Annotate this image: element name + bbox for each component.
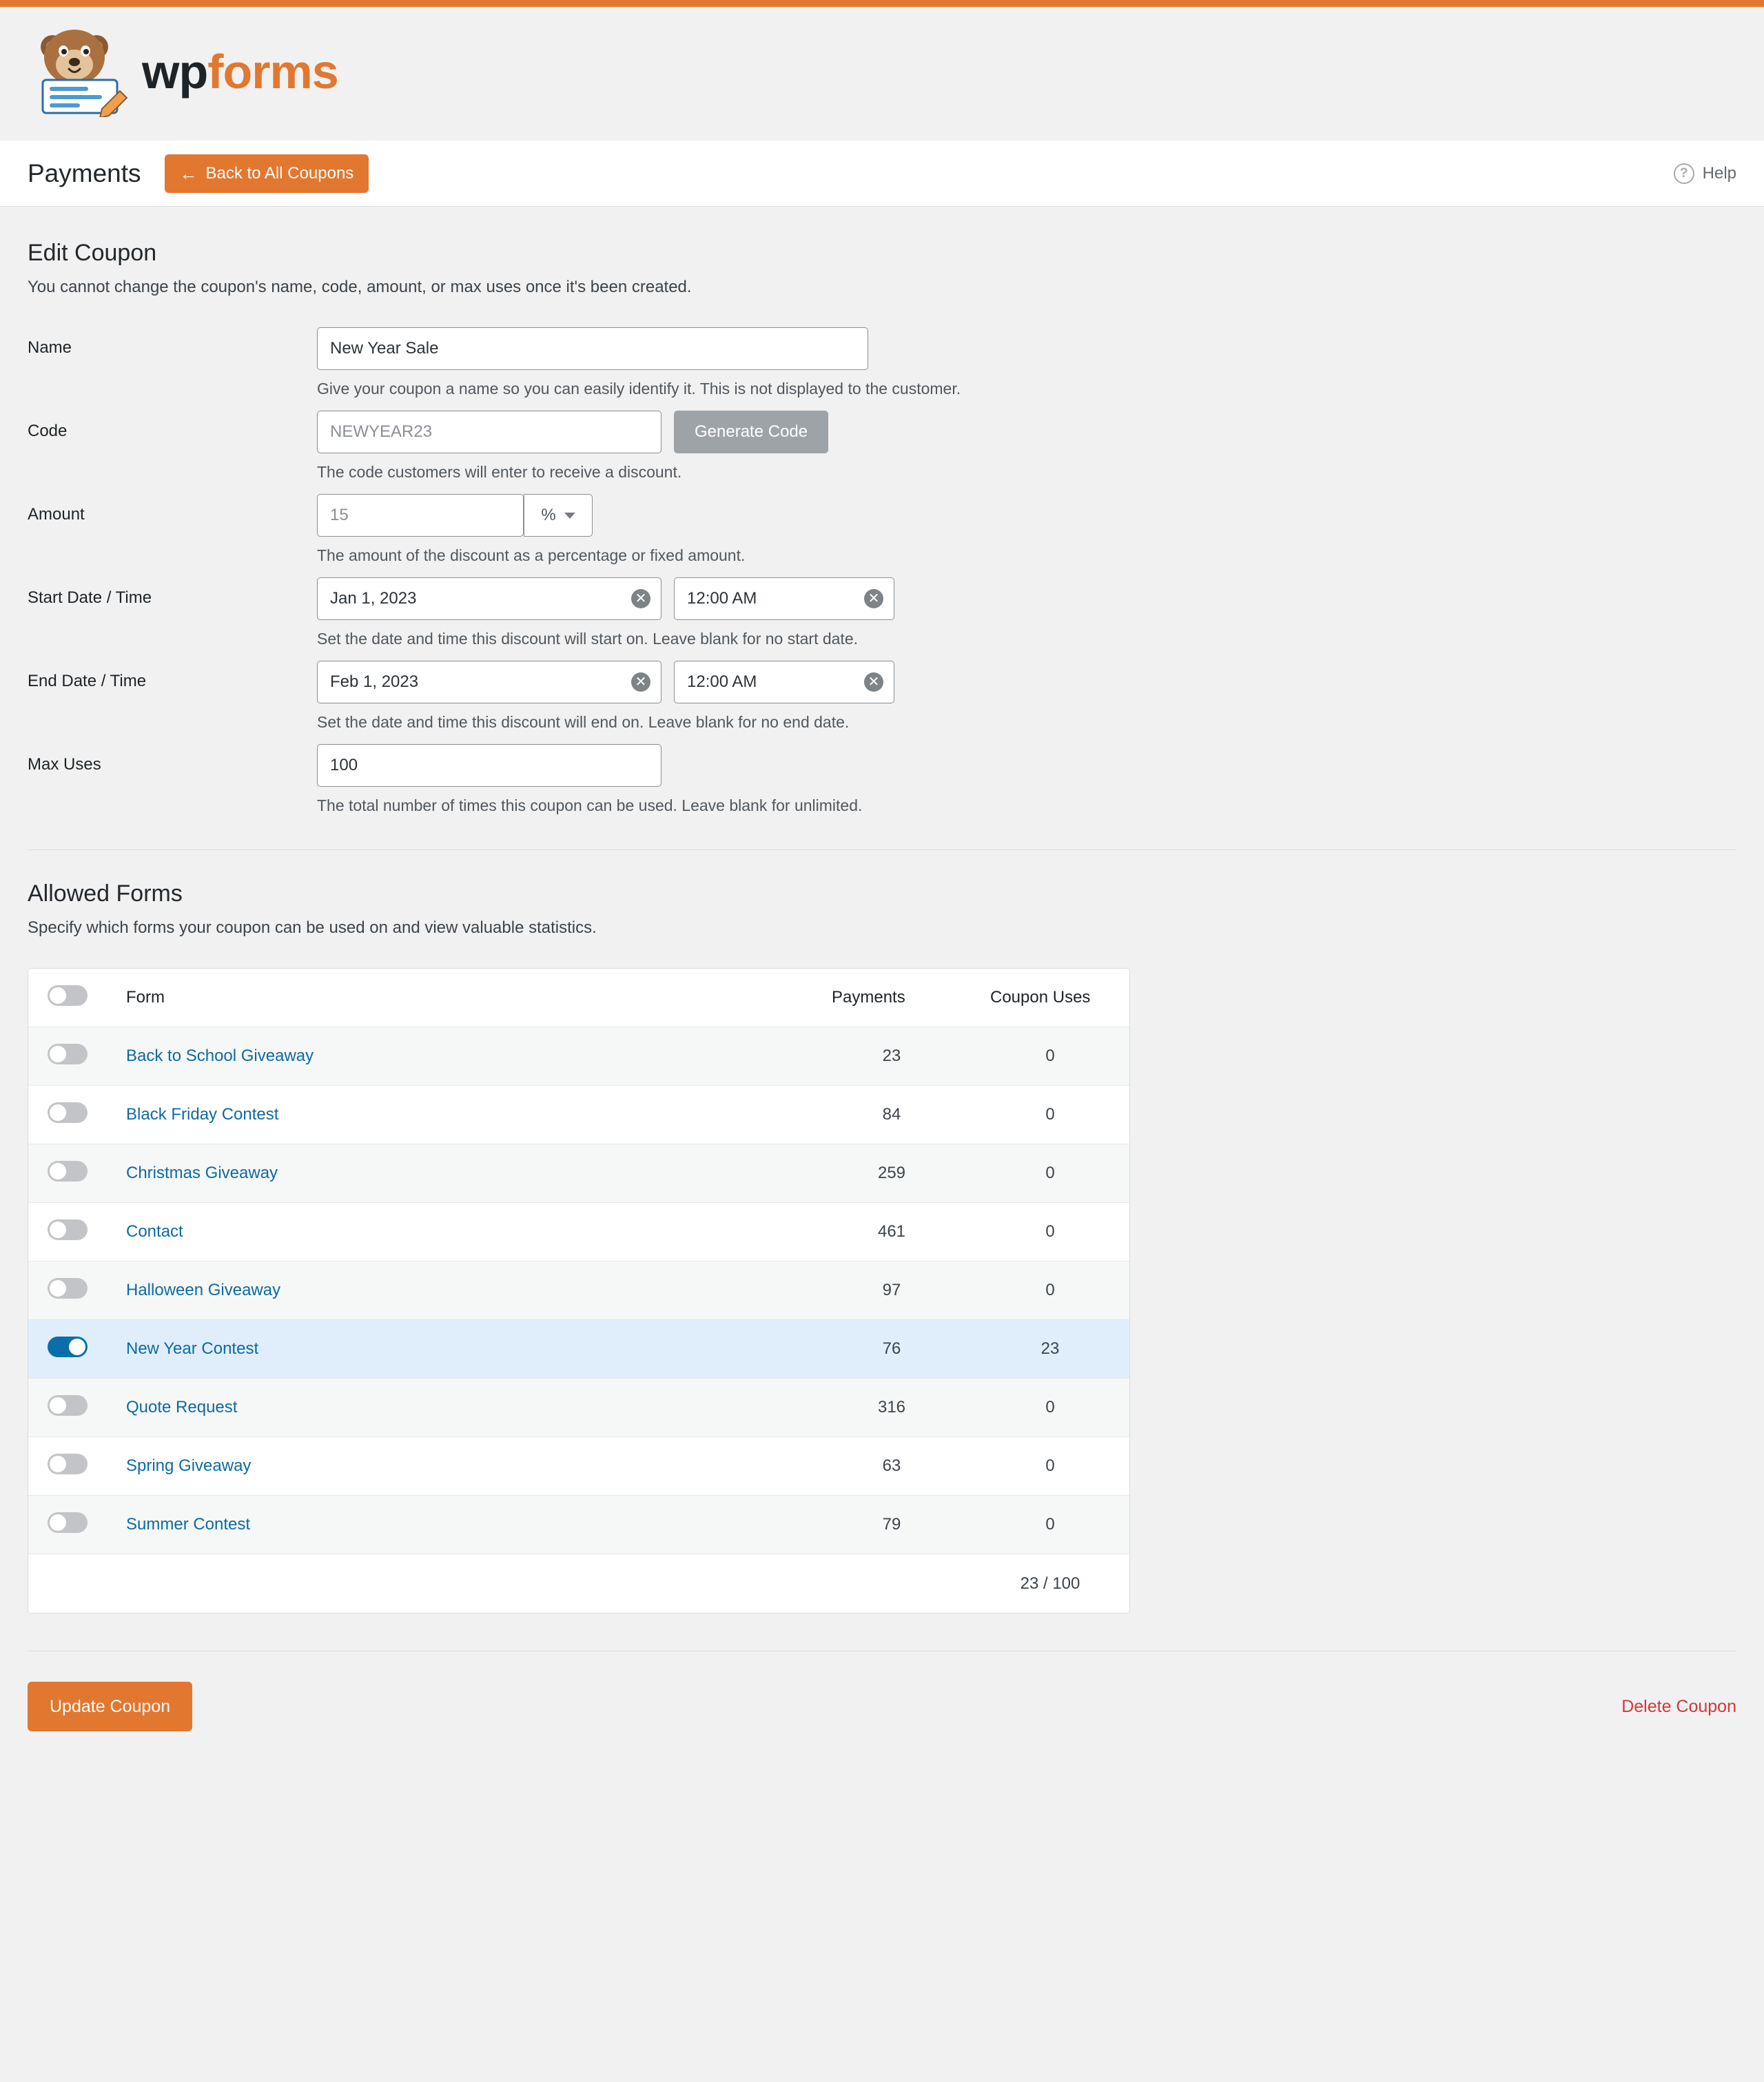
table-row[interactable]: [28, 1203, 1129, 1261]
edit-coupon-title: Edit Coupon: [28, 240, 157, 266]
start-date-label: Start Date / Time: [28, 588, 152, 607]
generate-code-button[interactable]: Generate Code: [674, 411, 828, 453]
end-time-wrap: [674, 661, 894, 703]
table-row[interactable]: [28, 1261, 1129, 1320]
row-form-name-cell: [107, 1027, 812, 1086]
row-toggle-cell[interactable]: [28, 1027, 107, 1086]
header-form: Form: [107, 969, 812, 1027]
logo-text-wp: wp: [142, 45, 208, 99]
row-coupon-uses-count: 0: [971, 1027, 1129, 1086]
form-enable-toggle[interactable]: [48, 1219, 88, 1240]
form-enable-toggle[interactable]: [48, 1278, 88, 1299]
row-payments-count: 76: [812, 1320, 971, 1379]
row-coupon-uses-count: 0: [971, 1203, 1129, 1261]
table-header-row: [28, 969, 1129, 1027]
table-row[interactable]: [28, 1144, 1129, 1203]
row-payments-count: 79: [812, 1496, 971, 1554]
end-date-wrap: [317, 661, 662, 703]
row-form-name-cell: [107, 1379, 812, 1437]
name-label: Name: [28, 338, 72, 357]
row-form-name-cell: [107, 1144, 812, 1203]
field-row-start-date: [28, 577, 1736, 648]
row-toggle-cell[interactable]: [28, 1320, 107, 1379]
start-time-input[interactable]: [674, 577, 894, 620]
form-link[interactable]: Spring Giveaway: [126, 1456, 252, 1475]
row-toggle-cell[interactable]: [28, 1261, 107, 1320]
toggle-all-switch[interactable]: [48, 985, 88, 1006]
form-enable-toggle[interactable]: [48, 1454, 88, 1474]
clear-circle-icon[interactable]: ✕: [864, 672, 883, 692]
row-payments-count: 97: [812, 1261, 971, 1320]
row-coupon-uses-count: 0: [971, 1261, 1129, 1320]
chevron-down-icon: [564, 513, 575, 519]
name-description: Give your coupon a name so you can easily identify it. This is not displayed to the customer.: [317, 380, 961, 398]
row-payments-count: 461: [812, 1203, 971, 1261]
row-payments-count: 23: [812, 1027, 971, 1086]
name-input[interactable]: [317, 327, 868, 370]
row-coupon-uses-count: 0: [971, 1437, 1129, 1496]
row-form-name-cell: [107, 1496, 812, 1554]
code-description: The code customers will enter to receive a discount.: [317, 463, 682, 481]
row-payments-count: 84: [812, 1086, 971, 1144]
form-enable-toggle[interactable]: [48, 1337, 88, 1357]
main-content: [0, 207, 1764, 1773]
allowed-forms-description: Specify which forms your coupon can be used on and view valuable statistics.: [28, 918, 597, 937]
header-coupon-uses: Coupon Uses: [971, 969, 1129, 1027]
form-link[interactable]: New Year Contest: [126, 1339, 259, 1358]
table-row[interactable]: [28, 1320, 1129, 1379]
logo-bar: [0, 7, 1764, 141]
form-enable-toggle[interactable]: [48, 1161, 88, 1182]
amount-label: Amount: [28, 505, 85, 524]
header-toggle-all[interactable]: [28, 969, 107, 1027]
code-input[interactable]: [317, 411, 662, 453]
row-coupon-uses-count: 23: [971, 1320, 1129, 1379]
row-toggle-cell[interactable]: [28, 1437, 107, 1496]
code-label: Code: [28, 422, 68, 440]
clear-circle-icon[interactable]: ✕: [864, 589, 883, 608]
footer-actions: [28, 1682, 1736, 1773]
amount-description: The amount of the discount as a percentage or fixed amount.: [317, 546, 746, 564]
footer-spacer-2: [107, 1554, 812, 1613]
row-form-name-cell: [107, 1261, 812, 1320]
end-date-label: End Date / Time: [28, 672, 147, 690]
page-header: [0, 141, 1764, 207]
row-coupon-uses-count: 0: [971, 1144, 1129, 1203]
row-payments-count: 259: [812, 1144, 971, 1203]
max-uses-description: The total number of times this coupon can be used. Leave blank for unlimited.: [317, 796, 863, 814]
end-time-input[interactable]: [674, 661, 894, 703]
top-accent-bar: [0, 0, 1764, 7]
row-toggle-cell[interactable]: [28, 1203, 107, 1261]
row-coupon-uses-count: 0: [971, 1496, 1129, 1554]
update-coupon-button[interactable]: Update Coupon: [28, 1682, 192, 1731]
amount-input[interactable]: [317, 494, 524, 537]
logo-text-forms: forms: [207, 45, 338, 99]
table-row[interactable]: [28, 1437, 1129, 1496]
row-form-name-cell: [107, 1437, 812, 1496]
allowed-forms-title: Allowed Forms: [28, 880, 183, 907]
page-title: Payments: [28, 158, 141, 187]
row-form-name-cell: [107, 1320, 812, 1379]
section-divider: [28, 849, 1736, 850]
start-date-input[interactable]: [317, 577, 662, 620]
back-to-all-coupons-button[interactable]: [165, 154, 369, 193]
table-row[interactable]: [28, 1086, 1129, 1144]
field-row-end-date: [28, 661, 1736, 732]
table-row[interactable]: [28, 1027, 1129, 1086]
form-link[interactable]: Black Friday Contest: [126, 1105, 279, 1124]
form-link[interactable]: Contact: [126, 1222, 183, 1241]
max-uses-label: Max Uses: [28, 755, 101, 774]
end-date-description: Set the date and time this discount will end on. Leave blank for no end date.: [317, 713, 850, 731]
form-link[interactable]: Summer Contest: [126, 1515, 251, 1534]
table-row[interactable]: [28, 1379, 1129, 1437]
start-date-wrap: [317, 577, 662, 620]
form-enable-toggle[interactable]: [48, 1044, 88, 1064]
clear-circle-icon[interactable]: ✕: [631, 672, 650, 692]
arrow-left-icon: ←: [179, 163, 198, 184]
field-row-max-uses: [28, 744, 1736, 815]
form-link[interactable]: Back to School Giveaway: [126, 1047, 314, 1065]
wpforms-bear-logo-icon: [28, 26, 132, 117]
row-payments-count: 63: [812, 1437, 971, 1496]
row-form-name-cell: [107, 1203, 812, 1261]
header-payments: Payments: [812, 969, 971, 1027]
row-coupon-uses-count: 0: [971, 1379, 1129, 1437]
wpforms-wordmark: [142, 44, 338, 99]
total-coupon-uses: 23 / 100: [971, 1554, 1129, 1613]
form-enable-toggle[interactable]: [48, 1102, 88, 1123]
amount-unit-select[interactable]: [524, 494, 593, 537]
row-form-name-cell: [107, 1086, 812, 1144]
end-date-input[interactable]: [317, 661, 662, 703]
field-row-name: [28, 327, 1736, 398]
delete-coupon-link[interactable]: Delete Coupon: [1621, 1696, 1736, 1716]
amount-unit-value: %: [541, 506, 556, 524]
wpforms-logo: [28, 26, 338, 117]
question-mark-icon: ?: [1674, 163, 1694, 184]
form-enable-toggle[interactable]: [48, 1512, 88, 1533]
form-enable-toggle[interactable]: [48, 1395, 88, 1416]
footer-spacer-1: [28, 1554, 107, 1613]
clear-circle-icon[interactable]: ✕: [631, 589, 650, 608]
back-button-label: Back to All Coupons: [205, 163, 354, 183]
table-row[interactable]: [28, 1496, 1129, 1554]
row-coupon-uses-count: 0: [971, 1086, 1129, 1144]
row-toggle-cell[interactable]: [28, 1496, 107, 1554]
field-row-code: [28, 411, 1736, 482]
row-payments-count: 316: [812, 1379, 971, 1437]
form-link[interactable]: Halloween Giveaway: [126, 1281, 281, 1299]
table-footer-row: [28, 1554, 1129, 1613]
row-toggle-cell[interactable]: [28, 1379, 107, 1437]
start-time-wrap: [674, 577, 894, 620]
footer-spacer-3: [812, 1554, 971, 1613]
field-row-amount: [28, 494, 1736, 565]
max-uses-input[interactable]: [317, 744, 662, 787]
row-toggle-cell[interactable]: [28, 1086, 107, 1144]
allowed-forms-table: [28, 968, 1130, 1614]
row-toggle-cell[interactable]: [28, 1144, 107, 1203]
help-link[interactable]: [1674, 163, 1736, 184]
help-label: Help: [1702, 163, 1736, 183]
edit-coupon-description: You cannot change the coupon's name, code, amount, or max uses once it's been created.: [28, 278, 692, 296]
form-link[interactable]: Quote Request: [126, 1398, 238, 1416]
start-date-description: Set the date and time this discount will start on. Leave blank for no start date.: [317, 630, 858, 648]
form-link[interactable]: Christmas Giveaway: [126, 1164, 278, 1182]
